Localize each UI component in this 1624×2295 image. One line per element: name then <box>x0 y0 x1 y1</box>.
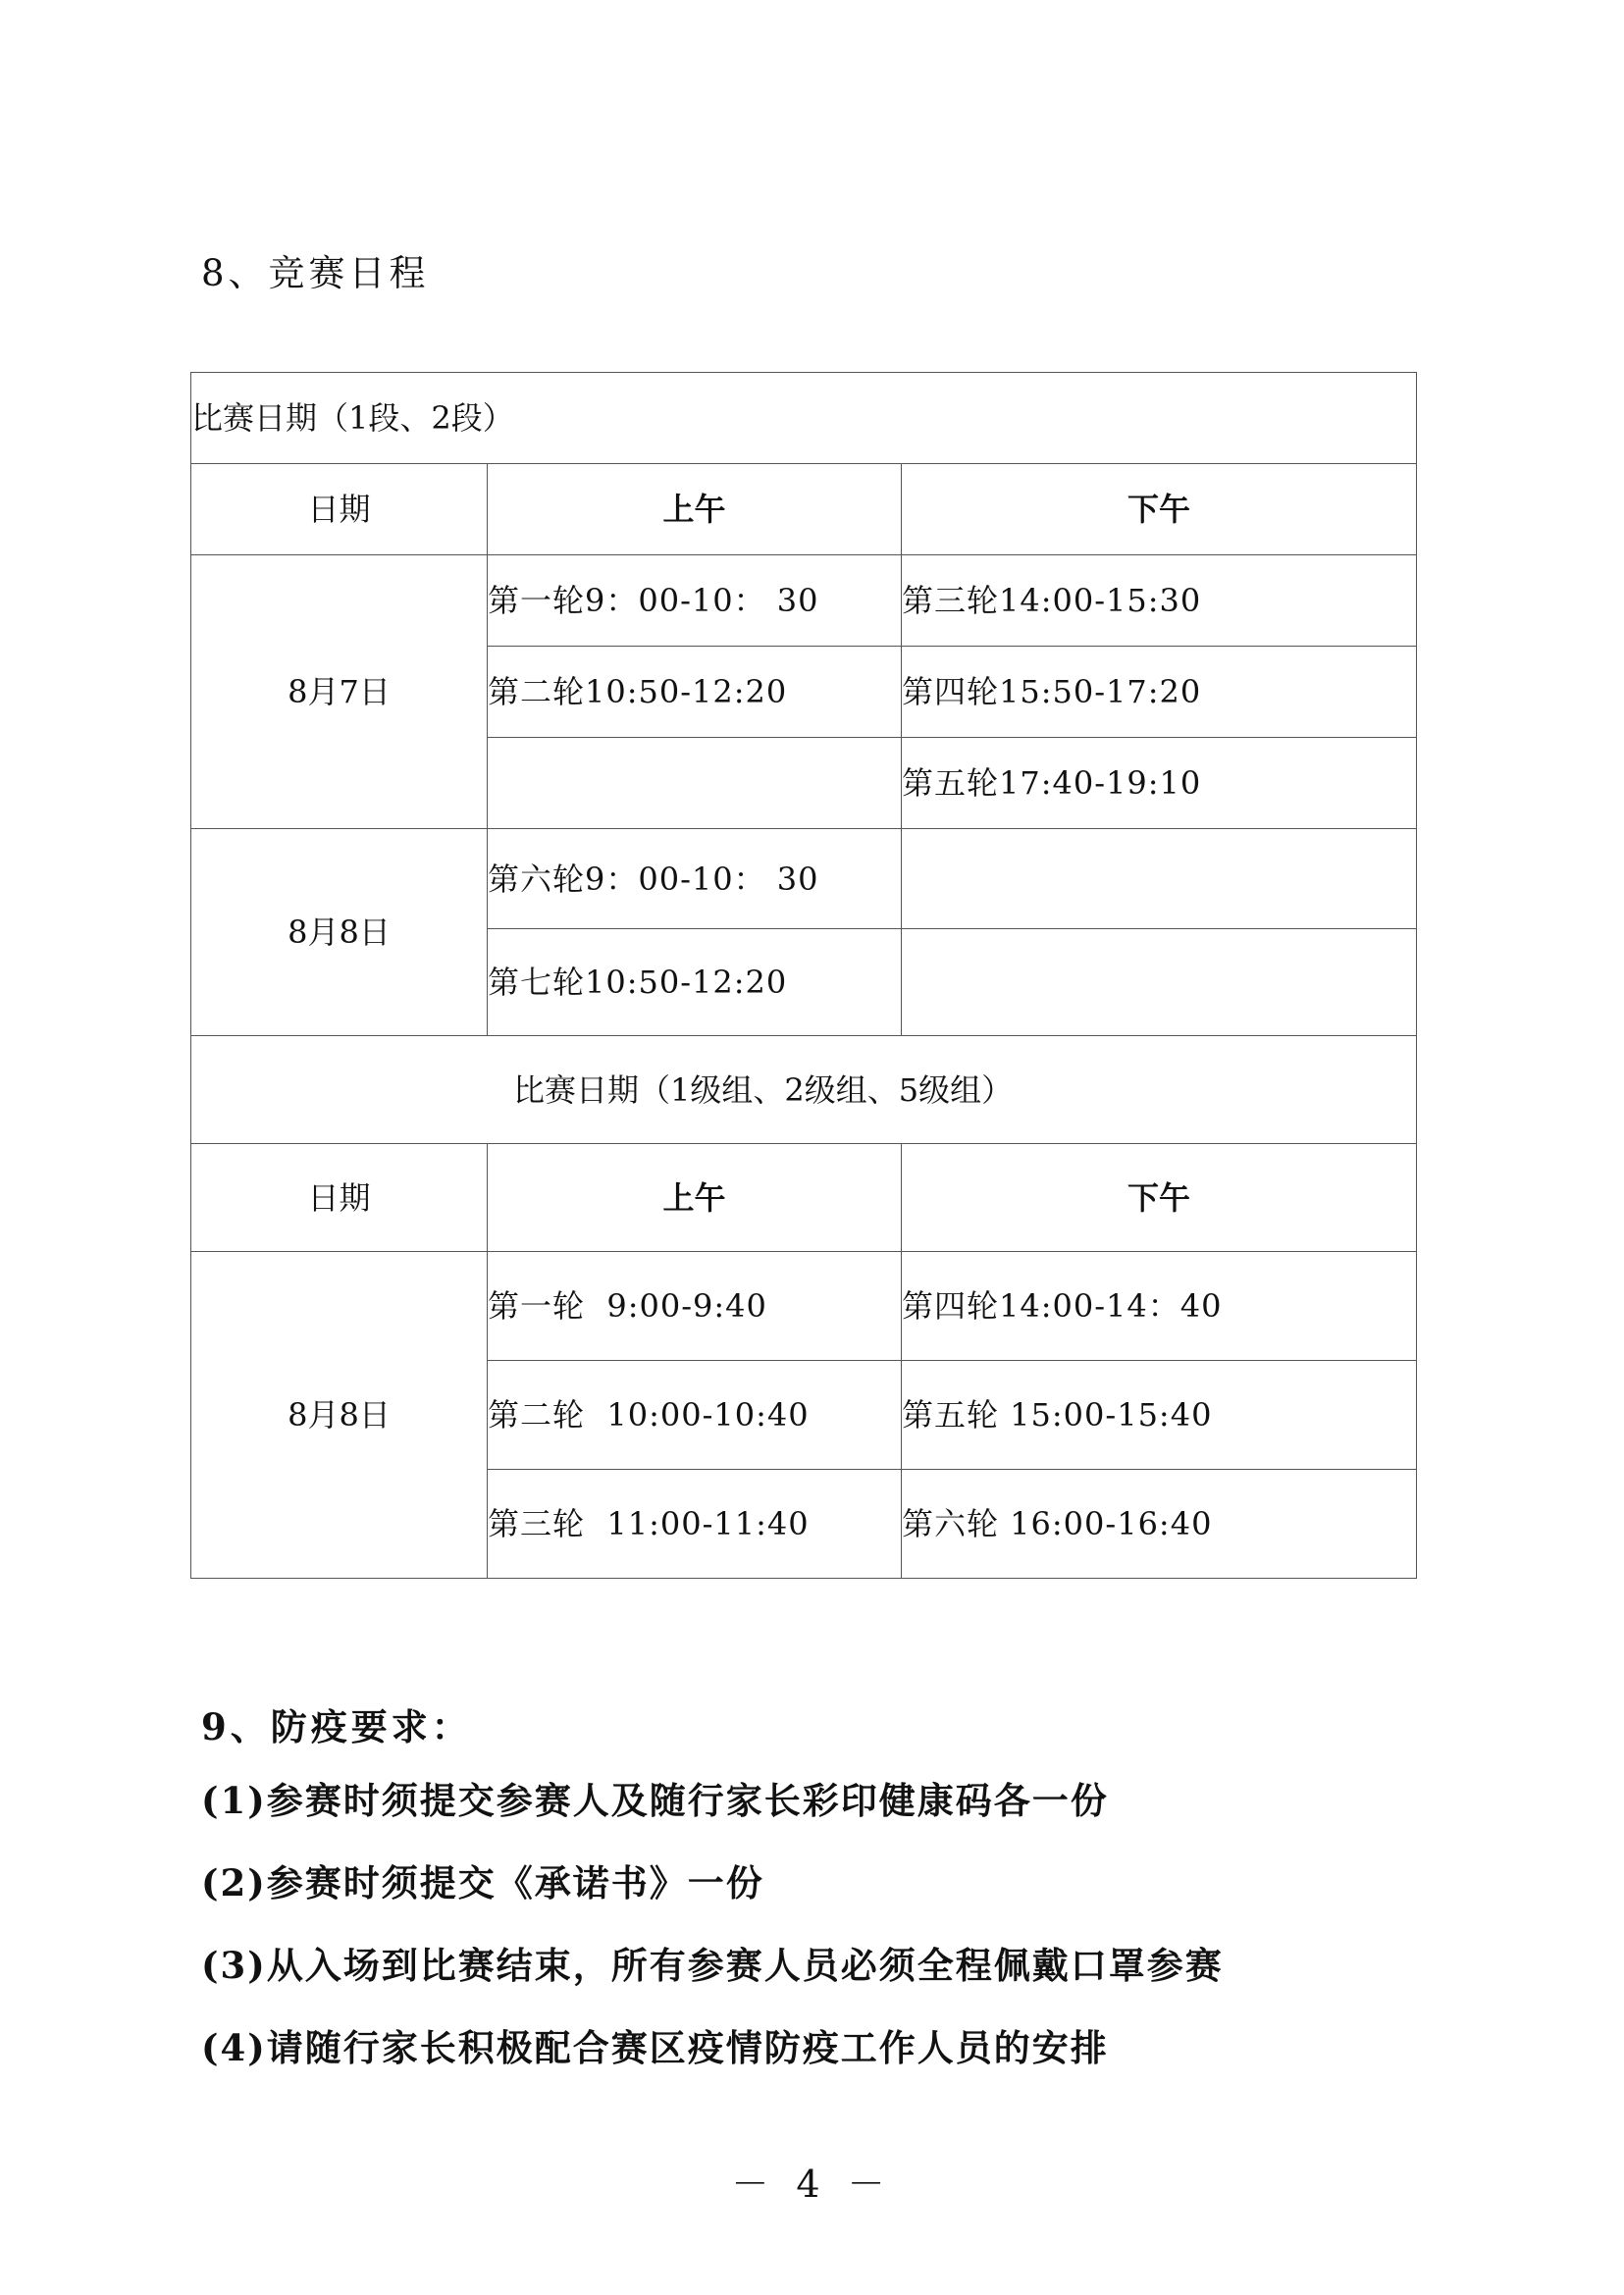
round-cell: 第五轮17:40-19:10 <box>902 738 1417 829</box>
block1-date-2: 8月8日 <box>191 829 488 1036</box>
block1-header-row <box>191 464 1417 555</box>
list-item: (1)参赛时须提交参赛人及随行家长彩印健康码各一份 <box>201 1779 1109 1822</box>
table-row <box>191 555 1417 647</box>
block1-date-1: 8月7日 <box>191 555 488 829</box>
round-cell: 第三轮 11:00-11:40 <box>488 1470 902 1579</box>
block1-header-pm: 下午 <box>902 464 1417 555</box>
round-cell <box>488 738 902 829</box>
block2-title: 比赛日期（1级组、2级组、5级组） <box>191 1036 1417 1144</box>
list-item: (2)参赛时须提交《承诺书》一份 <box>201 1861 764 1904</box>
block2-header-date: 日期 <box>191 1144 488 1252</box>
list-item: (3)从入场到比赛结束，所有参赛人员必须全程佩戴口罩参赛 <box>201 1944 1224 1987</box>
block1-header-date: 日期 <box>191 464 488 555</box>
round-cell <box>902 929 1417 1036</box>
round-cell: 第一轮9：00-10： 30 <box>488 555 902 647</box>
round-cell: 第二轮 10:00-10:40 <box>488 1361 902 1470</box>
block2-header-row <box>191 1144 1417 1252</box>
block2-header-pm: 下午 <box>902 1144 1417 1252</box>
block2-header-am: 上午 <box>488 1144 902 1252</box>
round-cell: 第七轮10:50-12:20 <box>488 929 902 1036</box>
round-cell <box>902 829 1417 929</box>
block1-title: 比赛日期（1段、2段） <box>191 373 1417 464</box>
schedule-table <box>190 372 1417 1579</box>
round-cell: 第一轮 9:00-9:40 <box>488 1252 902 1361</box>
round-cell: 第三轮14:00-15:30 <box>902 555 1417 647</box>
requirements-list <box>201 1778 1224 2108</box>
section-9-heading: 9、防疫要求： <box>201 1705 472 1748</box>
round-cell: 第四轮15:50-17:20 <box>902 647 1417 738</box>
round-cell: 第二轮10:50-12:20 <box>488 647 902 738</box>
round-cell: 第六轮9：00-10： 30 <box>488 829 902 929</box>
round-cell: 第四轮14:00-14：40 <box>902 1252 1417 1361</box>
page-number: － 4 － <box>731 2163 893 2206</box>
section-8-heading: 8、竞赛日程 <box>201 252 430 294</box>
round-cell: 第六轮 16:00-16:40 <box>902 1470 1417 1579</box>
table-row <box>191 1252 1417 1361</box>
list-item: (4)请随行家长积极配合赛区疫情防疫工作人员的安排 <box>201 2026 1109 2069</box>
block2-date: 8月8日 <box>191 1252 488 1579</box>
round-cell: 第五轮 15:00-15:40 <box>902 1361 1417 1470</box>
block1-header-am: 上午 <box>488 464 902 555</box>
table-row <box>191 829 1417 929</box>
